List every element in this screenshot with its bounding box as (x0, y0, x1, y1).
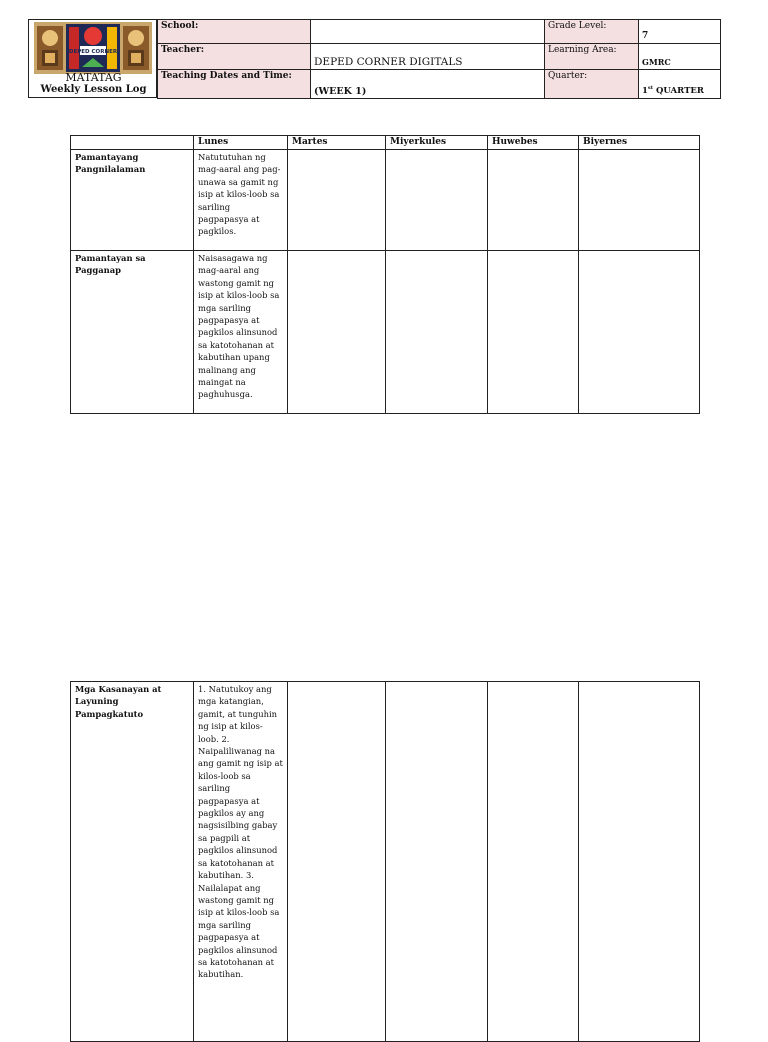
row-label-mga-kasanayan: Mga Kasanayan at Layuning Pampagkatuto (71, 682, 194, 1042)
cell-martes[interactable] (288, 251, 386, 414)
row-label-pamantayang-pangnilalaman: Pamantayang Pangnilalaman (71, 150, 194, 251)
learning-area-value[interactable]: GMRC (639, 44, 721, 70)
logo-cell (28, 19, 157, 98)
day-header-miyerkules: Miyerkules (386, 136, 488, 150)
corner-header-cell (71, 136, 194, 150)
weekly-schedule-table-continued (70, 681, 700, 1042)
cell-lunes-content[interactable]: Naisasagawa ng mag-aaral ang wastong gamit ng isip at kilos-loob sa mga sariling pagpapasya at pagkilos alinsunod sa katotohanan at kabutihan upang malinang ang maingat na paghuhusga. (194, 251, 288, 414)
table-row (71, 150, 700, 251)
deped-corner-logo (34, 22, 152, 74)
logo-badge-text: DEPED CORNER (68, 49, 118, 55)
weekly-schedule-table (70, 135, 700, 414)
learning-area-label: Learning Area: (545, 44, 639, 70)
table-row (71, 682, 700, 1042)
cell-biyernes[interactable] (579, 251, 700, 414)
grade-level-label: Grade Level: (545, 20, 639, 44)
day-header-biyernes: Biyernes (579, 136, 700, 150)
cell-miyerkules[interactable] (386, 251, 488, 414)
school-value[interactable] (311, 20, 545, 44)
lesson-log-header (28, 19, 720, 98)
school-label: School: (158, 20, 311, 44)
day-header-lunes: Lunes (194, 136, 288, 150)
title-matatag: MATATAG (65, 71, 122, 84)
teaching-dates-label: Teaching Dates and Time: (158, 70, 311, 99)
teacher-value[interactable]: DEPED CORNER DIGITALS (311, 44, 545, 70)
quarter-text: QUARTER (653, 86, 704, 96)
cell-miyerkules[interactable] (386, 682, 488, 1042)
cell-biyernes[interactable] (579, 682, 700, 1042)
cell-miyerkules[interactable] (386, 150, 488, 251)
cell-lunes-content[interactable]: Natututuhan ng mag-aaral ang pag-unawa sa gamit ng isip at kilos-loob sa sariling pagpapasya at pagkilos. (194, 150, 288, 251)
quarter-label: Quarter: (545, 70, 639, 99)
teacher-label: Teacher: (158, 44, 311, 70)
title-weekly-lesson-log: Weekly Lesson Log (40, 84, 147, 95)
cell-martes[interactable] (288, 150, 386, 251)
cell-huwebes[interactable] (488, 150, 579, 251)
cell-martes[interactable] (288, 682, 386, 1042)
table-row (71, 251, 700, 414)
quarter-number: 1 (642, 86, 648, 96)
grade-level-value[interactable]: 7 (639, 20, 721, 44)
row-label-pamantayan-sa-pagganap: Pamantayan sa Pagganap (71, 251, 194, 414)
day-header-huwebes: Huwebes (488, 136, 579, 150)
cell-huwebes[interactable] (488, 251, 579, 414)
quarter-value[interactable] (639, 70, 721, 99)
cell-biyernes[interactable] (579, 150, 700, 251)
day-header-martes: Martes (288, 136, 386, 150)
cell-huwebes[interactable] (488, 682, 579, 1042)
quarter-ordinal: st (647, 85, 654, 92)
teaching-dates-value[interactable]: (WEEK 1) (311, 70, 545, 99)
header-info-table (157, 19, 721, 99)
cell-lunes-content[interactable]: 1. Natutukoy ang mga katangian, gamit, at tunguhin ng isip at kilos-loob. 2. Naipaliliwanag na ang gamit ng isip at kilos-loob sa sariling pagpapasya at pagkilos ay ang nagsisilbing gabay sa pagpili at pagkilos alinsunod sa katotohanan at kabutihan. 3. Nailalapat ang wastong gamit ng isip at kilos-loob sa mga sariling pagpapasya at pagkilos alinsunod sa katotohanan at kabutihan. (194, 682, 288, 1042)
